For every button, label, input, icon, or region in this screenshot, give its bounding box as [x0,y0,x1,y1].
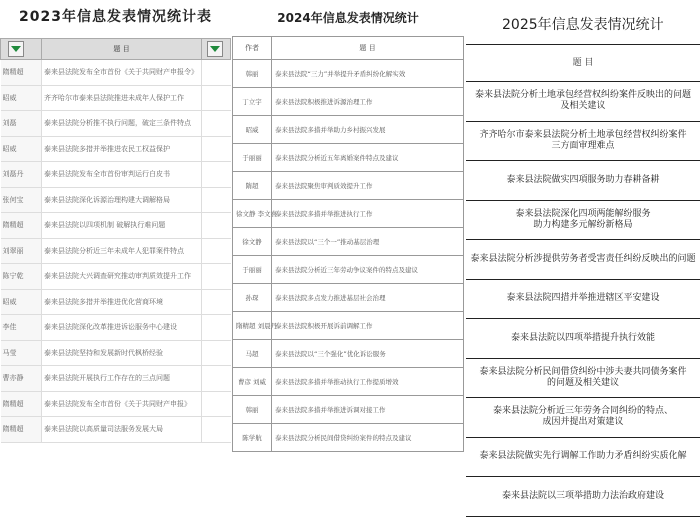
title-cell: 泰来县法院大兴调查研究推动审判质效提升工作 [42,264,202,290]
table-row [1,289,231,315]
list-item [466,240,700,280]
title-cell: 泰来县法院发布全市首份《关于共同财产申报令》 [42,60,202,86]
empty-cell [202,213,231,239]
title-cell: 泰来县法院聚焦审判质效提升工作 [272,172,464,200]
table-row [1,366,231,392]
table-row [233,312,464,340]
panel-2025 [466,0,700,501]
title-cell: 泰来县法院以高质量司法服务发展大局 [42,417,202,443]
author-cell: 隋超 [233,172,272,200]
list-item-text: 泰来县法院分析民间借贷纠纷中涉夫妻共同债务案件 [479,366,687,377]
empty-cell [202,111,231,137]
author-cell: 昭威 [1,289,42,315]
empty-cell [202,391,231,417]
title-cell: 泰来县法院“三力”并举提升矛盾纠纷化解实效 [272,60,464,88]
table-row [1,85,231,111]
author-cell: 曹彦 刘威 [233,368,272,396]
list-item-text: 及相关建议 [560,101,606,112]
author-cell: 马超 [233,340,272,368]
list-item-text: 泰来县法院四措并举推进辖区平安建设 [506,293,660,304]
empty-cell [202,264,231,290]
author-cell: 于丽丽 [233,144,272,172]
panel-2023 [0,0,231,490]
title-cell: 泰来县法院多点发力推进基层社会治理 [272,284,464,312]
title-column-header: 题 目 [272,37,464,60]
empty-cell [202,85,231,111]
filter-column-header[interactable] [202,39,231,60]
table-row [1,238,231,264]
table-row [233,340,464,368]
title-cell: 泰来县法院分析推不执行问题，破定三条件特点 [42,111,202,137]
title-cell: 泰来县法院多措并举助力乡村振兴发展 [272,116,464,144]
title-cell: 泰来县法院多措并举推进诉调对接工作 [272,396,464,424]
author-cell: 昭威 [1,85,42,111]
list-item-text: 泰来县法院做实四項服务助力春耕备耕 [506,174,660,185]
list-item [466,280,700,320]
empty-cell [202,289,231,315]
list-item-text: 齐齐哈尔市泰来县法院分析土地承包经营权纠纷案件 [479,129,687,140]
table-row [1,315,231,341]
title-cell: 齐齐哈尔市泰来县法院推进未成年人保护工作 [42,85,202,111]
table-row [233,424,464,452]
list-2025 [466,82,700,517]
table-row [233,60,464,88]
title-cell: 泰来县法院分析近五年离婚案件特点及建议 [272,144,464,172]
table-row [1,60,231,86]
list-item-text: 的问题及相关建议 [546,377,619,388]
title-cell: 泰来县法院积极推进诉源治理工作 [272,88,464,116]
author-cell: 昭威 [233,116,272,144]
empty-cell [202,417,231,443]
panel-2024 [232,0,464,490]
empty-cell [202,315,231,341]
empty-cell [202,366,231,392]
author-cell: 隋精超 刘晨丹 [233,312,272,340]
author-cell: 陈学航 [233,424,272,452]
title-cell: 泰来县法院开展执行工作存在的三点问题 [42,366,202,392]
author-cell: 徐文静 [233,228,272,256]
author-cell: 昭威 [1,136,42,162]
list-item-text: 泰来县法院以三项举措助力法治政府建设 [501,490,664,501]
empty-cell [202,136,231,162]
table-row [1,111,231,137]
title-cell: 泰来县法院以“三个一”推动基层治理 [272,228,464,256]
author-cell: 韩丽 [233,60,272,88]
filter-dropdown-icon[interactable] [207,41,223,57]
title-cell: 泰来县法院分析近三年劳动争议案件的特点及建议 [272,256,464,284]
author-cell: 隋精超 [1,417,42,443]
list-item [466,398,700,438]
list-item-text: 泰来县法院做实先行调解工作助力矛盾纠纷实质化解 [479,451,687,462]
title-cell: 泰来县法院发布全市首份审判运行白皮书 [42,162,202,188]
table-row [1,391,231,417]
table-row [1,264,231,290]
title-cell: 泰来县法院多措并举推动执行工作提质增效 [272,368,464,396]
author-cell: 张何宝 [1,187,42,213]
table-row [1,417,231,443]
author-cell: 刘磊 [1,111,42,137]
panel-2023-title: 2023年信息发表情况统计表 [19,9,212,25]
author-column-header[interactable] [1,39,42,60]
table-row [233,144,464,172]
table-row [233,88,464,116]
table-row [1,213,231,239]
list-item [466,477,700,517]
table-row [233,228,464,256]
title-cell: 泰来县法院多措并举推进优化营商环境 [42,289,202,315]
title-cell: 泰来县法院深化诉源治理构建大调解格局 [42,187,202,213]
title-cell: 泰来县法院积极开展诉前调解工作 [272,312,464,340]
table-row [1,187,231,213]
title-cell: 泰来县法院以“三个强化”优化诉讼服务 [272,340,464,368]
table-row [233,172,464,200]
panel-2025-title: 2025年信息发表情况统计 [502,17,664,33]
panel-2024-title: 2024年信息发表情况统计 [277,11,419,25]
table-row [1,162,231,188]
list-item [466,438,700,478]
list-item-text: 泰来县法院以四项举措提升执行效能 [510,332,655,343]
table-row [233,284,464,312]
empty-cell [202,60,231,86]
list-item [466,201,700,241]
list-item-text: 泰来县法院分析土地承包经营权纠纷案件反映出的问题 [474,90,691,101]
list-item [466,82,700,122]
title-cell: 泰来县法院以四项机制 破解执行难问题 [42,213,202,239]
title-column-header [42,39,202,60]
table-row [1,136,231,162]
list-item [466,122,700,162]
author-column-header: 作者 [233,37,272,60]
author-cell: 李佳 [1,315,42,341]
list-item [466,359,700,399]
empty-cell [202,187,231,213]
table-row [233,200,464,228]
list-item [466,161,700,201]
title-cell: 泰来县法院多措并举推进农民工权益保护 [42,136,202,162]
title-column-header: 题 目 [466,44,700,82]
author-cell: 韩丽 [233,396,272,424]
table-row [1,340,231,366]
title-column-label: 题 目 [113,45,130,53]
author-cell: 曹亦静 [1,366,42,392]
title-cell: 泰来县法院发布全市首份《关于共同财产申报》 [42,391,202,417]
author-cell: 马莹 [1,340,42,366]
title-cell: 泰来县法院分析近三年未成年人犯罪案件特点 [42,238,202,264]
table-2024 [232,36,464,452]
list-item-text: 成因并提出对策建议 [542,417,624,428]
author-cell: 刘磊丹 [1,162,42,188]
author-cell: 隋精超 [1,391,42,417]
author-cell: 于丽丽 [233,256,272,284]
title-cell: 泰来县法院深化改革推进诉讼服务中心建设 [42,315,202,341]
table-row [233,256,464,284]
list-item-text: 泰来县法院深化四项两能解纷服务 [515,208,651,219]
list-item-text: 泰来县法院分析涉提供劳务者受害责任纠纷反映出的问题 [470,253,696,264]
list-item-text: 三方面审理难点 [551,140,615,151]
author-cell: 丁立宇 [233,88,272,116]
list-item [466,319,700,359]
author-cell: 孙琛 [233,284,272,312]
title-cell: 泰来县法院坚持和发展新时代枫桥经验 [42,340,202,366]
empty-cell [202,162,231,188]
empty-cell [202,340,231,366]
title-cell: 泰来县法院多措并举推进执行工作 [272,200,464,228]
filter-dropdown-icon[interactable] [8,41,24,57]
author-cell: 隋精超 [1,60,42,86]
author-cell: 徐文静 李文喜 [233,200,272,228]
author-cell: 陈宁乾 [1,264,42,290]
list-item-text: 助力构建多元解纷新格局 [533,219,633,230]
empty-cell [202,238,231,264]
author-cell: 刘翠丽 [1,238,42,264]
table-row [233,396,464,424]
list-item-text: 泰来县法院分析近三年劳务合同纠纷的特点、 [492,406,673,417]
title-cell: 泰来县法院分析民间借贷纠纷案件的特点及建议 [272,424,464,452]
author-cell: 隋精超 [1,213,42,239]
table-2023 [0,38,231,443]
table-row [233,116,464,144]
table-row [233,368,464,396]
